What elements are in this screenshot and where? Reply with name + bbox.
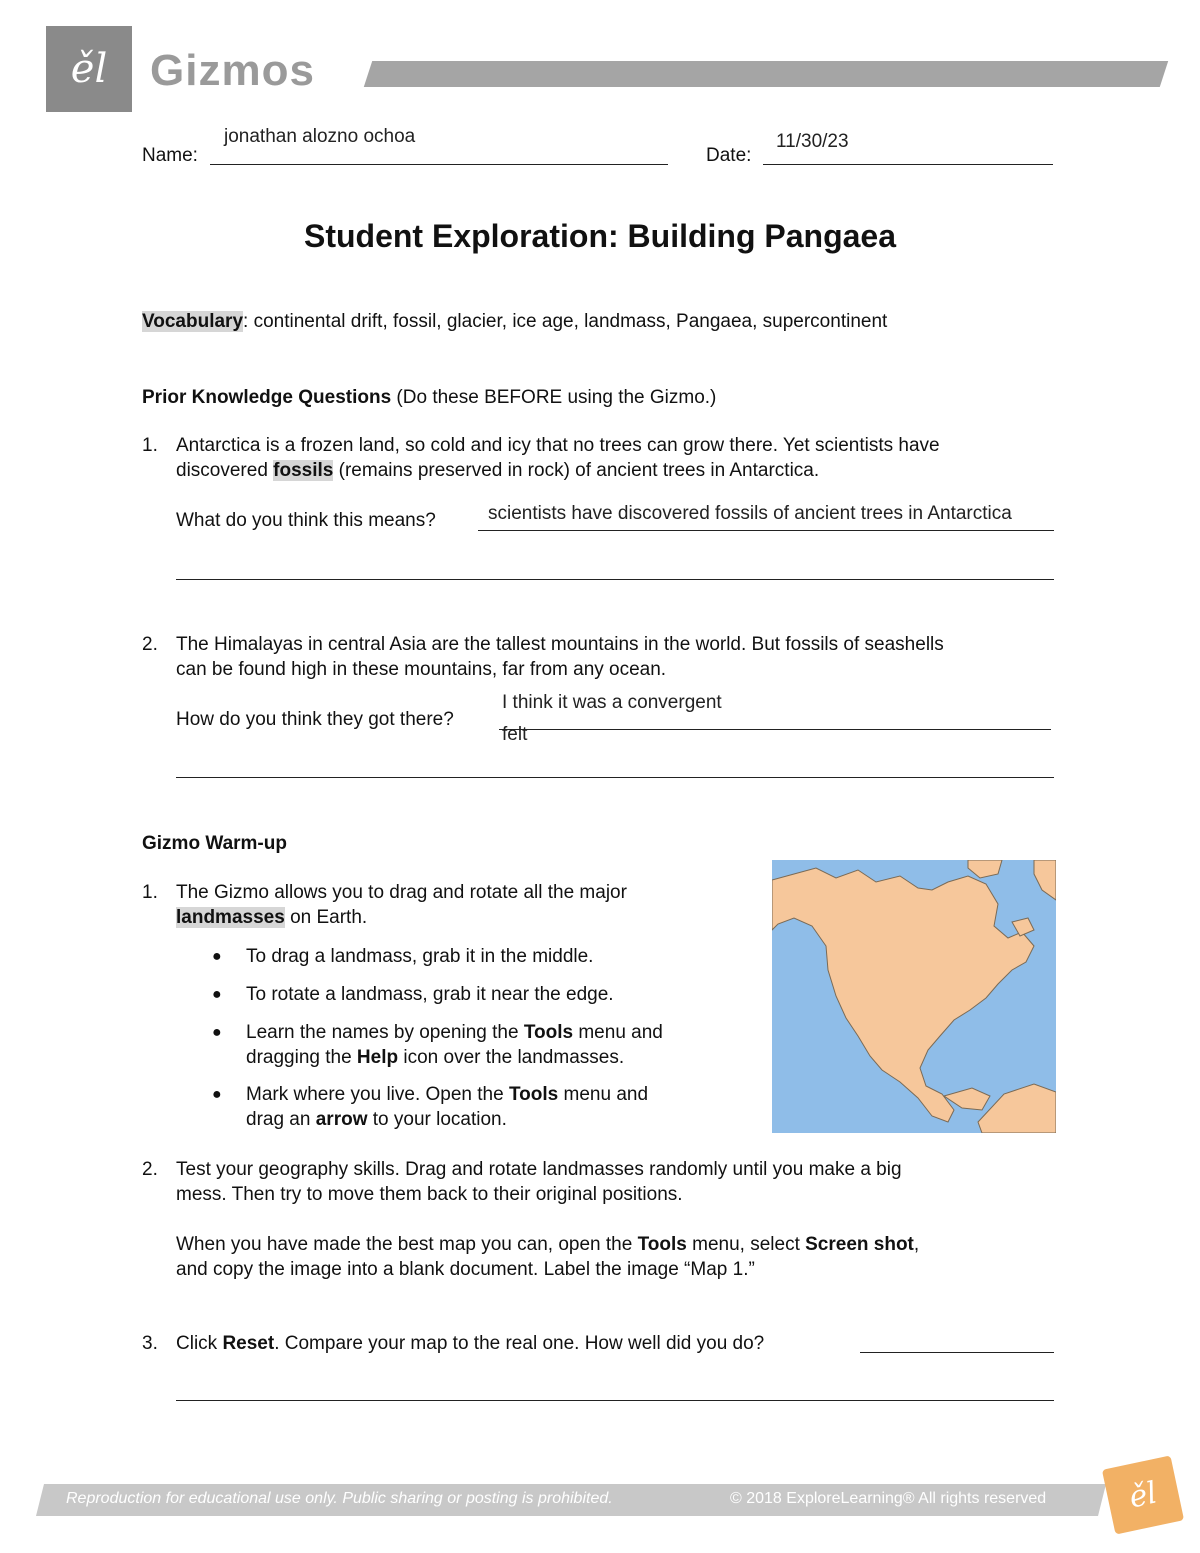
- bullet-dot-2: ●: [212, 986, 222, 1003]
- warmup-q2-p2-c: ,: [913, 1234, 920, 1255]
- warmup-q3-line: [176, 1331, 764, 1356]
- logo-glyph: ěl: [70, 46, 108, 92]
- date-field[interactable]: 11/30/23: [776, 131, 849, 152]
- explorelearning-logo: [46, 26, 132, 112]
- header-bar: [364, 61, 1168, 87]
- name-line: [210, 164, 668, 165]
- name-field[interactable]: jonathan alozno ochoa: [224, 126, 416, 147]
- prior-heading-note: (Do these BEFORE using the Gizmo.): [391, 387, 717, 408]
- bullet-4-line2: [246, 1107, 507, 1132]
- bullet-3-b: menu and: [573, 1022, 663, 1043]
- vocabulary-terms: : continental drift, fossil, glacier, ice age, landmass, Pangaea, supercontinent: [243, 311, 888, 332]
- bullet-4-line1: [246, 1082, 648, 1107]
- bullet-2: To rotate a landmass, grab it near the edge.: [246, 984, 614, 1005]
- prior-q1-answer-line2: [176, 579, 1054, 580]
- bullet-4-b: menu and: [558, 1084, 649, 1105]
- prior-q2-number: 2.: [142, 634, 158, 655]
- prior-q1-answer[interactable]: scientists have discovered fossils of ancient trees in Antarctica: [488, 503, 1012, 524]
- prior-q1-answer-line: [478, 530, 1054, 531]
- north-america-map-image: [772, 860, 1056, 1133]
- prior-q1-line2-post: (remains preserved in rock) of ancient trees in Antarctica.: [333, 460, 820, 481]
- prior-q2-answer-line2[interactable]: felt: [502, 724, 528, 745]
- prior-heading: Prior Knowledge Questions: [142, 387, 392, 408]
- warmup-q2-p2-a: When you have made the best map you can, open the: [176, 1234, 638, 1255]
- tools-term-3: Tools: [637, 1234, 687, 1255]
- prior-q1-line2: [176, 458, 819, 483]
- map-svg: [772, 860, 1056, 1133]
- bullet-dot-4: ●: [212, 1086, 222, 1103]
- warmup-q3-number: 3.: [142, 1333, 158, 1354]
- prior-q2-answer-line: [499, 729, 1051, 730]
- warmup-q3-pre: Click: [176, 1333, 223, 1354]
- bullet-dot-1: ●: [212, 948, 222, 965]
- warmup-q2-number: 2.: [142, 1159, 158, 1180]
- warmup-q1-number: 1.: [142, 882, 158, 903]
- warmup-q2-p2-line1: [176, 1232, 919, 1257]
- prior-q2-answer-line1[interactable]: I think it was a convergent: [502, 692, 722, 713]
- bullet-3-d: icon over the landmasses.: [398, 1047, 625, 1068]
- brand-name: Gizmos: [150, 46, 315, 95]
- bullet-3-c: dragging the: [246, 1047, 357, 1068]
- warmup-q2-p2-b: menu, select: [686, 1234, 806, 1255]
- warmup-q2-p2-line2: and copy the image into a blank document. Label the image “Map 1.”: [176, 1259, 755, 1280]
- landmasses-term: landmasses: [176, 907, 285, 928]
- vocabulary-label: Vocabulary: [142, 311, 244, 332]
- warmup-heading: Gizmo Warm-up: [142, 833, 287, 854]
- prior-q1-prompt: What do you think this means?: [176, 510, 436, 531]
- prior-heading-line: [142, 385, 716, 410]
- bullet-dot-3: ●: [212, 1024, 222, 1041]
- warmup-q3-answer-line2: [176, 1400, 1054, 1401]
- tools-term: Tools: [523, 1022, 574, 1043]
- help-term: Help: [356, 1047, 399, 1068]
- reset-term: Reset: [222, 1333, 275, 1354]
- footer-logo-glyph: ěl: [1125, 1475, 1161, 1515]
- bullet-1: To drag a landmass, grab it in the middle.: [246, 946, 594, 967]
- warmup-q1-line2-post: on Earth.: [284, 907, 368, 928]
- bullet-4-d: to your location.: [367, 1109, 507, 1130]
- bullet-3-line2: [246, 1045, 624, 1070]
- prior-q2-line2: can be found high in these mountains, far from any ocean.: [176, 659, 667, 680]
- tools-term-2: Tools: [508, 1084, 559, 1105]
- warmup-q3-answer-line: [860, 1352, 1054, 1353]
- footer-copyright: © 2018 ExploreLearning® All rights reserved: [730, 1490, 1047, 1507]
- prior-q1-number: 1.: [142, 435, 158, 456]
- prior-q1-line1: Antarctica is a frozen land, so cold and icy that no trees can grow there. Yet scientists have: [176, 435, 940, 456]
- bullet-3-a: Learn the names by opening the: [246, 1022, 524, 1043]
- prior-q2-answer-line2-blank: [176, 777, 1054, 778]
- warmup-q2-line1: Test your geography skills. Drag and rotate landmasses randomly until you make a big: [176, 1159, 902, 1180]
- warmup-q1-line1: The Gizmo allows you to drag and rotate all the major: [176, 882, 627, 903]
- prior-q2-prompt: How do you think they got there?: [176, 709, 454, 730]
- prior-q2-line1: The Himalayas in central Asia are the tallest mountains in the world. But fossils of seashells: [176, 634, 944, 655]
- footer-logo: [1102, 1455, 1184, 1534]
- vocabulary-line: [142, 309, 887, 334]
- fossils-term: fossils: [273, 460, 334, 481]
- date-line: [763, 164, 1053, 165]
- page-title: Student Exploration: Building Pangaea: [303, 218, 897, 254]
- arrow-term: arrow: [315, 1109, 368, 1130]
- warmup-q1-line2: [176, 905, 367, 930]
- screen-shot-term: Screen shot: [805, 1234, 914, 1255]
- bullet-4-a: Mark where you live. Open the: [246, 1084, 509, 1105]
- bullet-3-line1: [246, 1020, 663, 1045]
- prior-q1-line2-pre: discovered: [176, 460, 274, 481]
- warmup-q3-post: . Compare your map to the real one. How well did you do?: [274, 1333, 765, 1354]
- warmup-q2-line2: mess. Then try to move them back to their original positions.: [176, 1184, 683, 1205]
- footer-disclaimer: Reproduction for educational use only. Public sharing or posting is prohibited.: [66, 1490, 613, 1507]
- bullet-4-c: drag an: [246, 1109, 316, 1130]
- date-label: Date:: [706, 145, 752, 166]
- name-label: Name:: [142, 145, 198, 166]
